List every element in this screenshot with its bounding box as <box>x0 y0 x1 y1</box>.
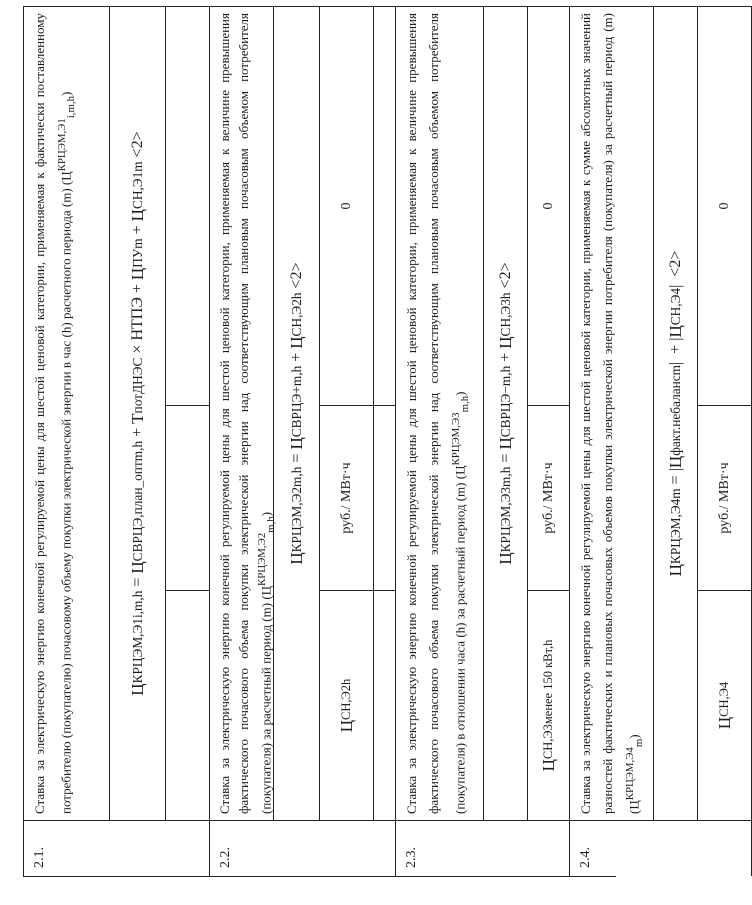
formula-2-2: Ц КРЦЭМ,Э2 m,h = Ц СВРЦЭ+ m,h + Ц СН,Э2 h <2> <box>274 6 320 820</box>
code-sup: СН,Э2 <box>339 684 353 720</box>
value-cell-2-2: 0 <box>320 6 374 405</box>
description-text: Ставка за электрическую энергию конечной регулируемой цены для шестой ценовой категории, применяемая к величине превышения фактического почасового объема покупки электрической энергии над соответствующим плановым почасовым объемом потребителя (покупателя) в отношении часа (h) за расчетный период (m) (Ц <box>404 13 468 814</box>
description-text: Ставка за электрическую энергию конечной регулируемой цены для шестой ценовой категории, применяемая к величине превышения фактического почасового объема покупки электрической энергии над соответствующим плановым почасовым объемом потребителя (покупателя) за расчетный период (m) (Ц <box>217 13 274 814</box>
empty-cell <box>374 405 396 590</box>
code-sup: СН,Э3 <box>541 724 555 760</box>
unit-cell-2-2: руб./ МВт·ч <box>320 405 374 590</box>
code-sup: СН,Э4 <box>717 681 731 717</box>
formula-sup: КРЦЭМ,Э1 <box>129 618 145 684</box>
code-cell-2-2 <box>320 590 374 820</box>
description-2-4 <box>570 6 654 820</box>
footnote-ref: <2> <box>666 250 684 277</box>
formula-symbol: Ц <box>495 437 515 450</box>
formula-symbol: Ц <box>127 267 147 281</box>
unit-cell-2-3: руб./ МВт·ч <box>528 405 570 590</box>
description-sup: КРЦЭМ,Э3 <box>450 412 462 466</box>
description-sup: КРЦЭМ,Э1 <box>56 118 68 172</box>
formula-sup: СН,Э4 <box>667 287 683 326</box>
formula-symbol: Ц <box>495 336 515 349</box>
rotated-page <box>23 7 734 877</box>
code-symbol: Ц <box>336 719 356 733</box>
footnote-ref: <2> <box>287 262 305 289</box>
description-sub: m <box>632 738 645 748</box>
description-sup: КРЦЭМ,Э2 <box>256 532 268 586</box>
formula-sub: m,h <box>497 466 513 487</box>
formula-sub: m <box>129 238 145 249</box>
formula-sup: СН,Э3 <box>497 299 513 337</box>
footnote-ref: <2> <box>496 262 514 289</box>
row-number-2-1: 2.1. <box>24 820 210 876</box>
code-cell-2-3 <box>528 590 570 820</box>
formula-symbol: Ц <box>286 336 306 349</box>
formula-text: × НТПЭ + <box>128 280 146 358</box>
description-text: Ставка за электрическую энергию конечной регулируемой цены для шестой ценовой категории, применяемая к сумме абсолютных значений разностей фактических и плановых почасовых объемов покупки электрической энергии потребителя (покупателя) за расчетный период (m) (Ц <box>578 13 642 814</box>
formula-sup: КРЦЭМ,Э3 <box>497 486 513 553</box>
row-number-2-3: 2.3. <box>396 820 570 876</box>
description-tail: ) <box>452 391 468 396</box>
description-2-3 <box>396 6 484 820</box>
description-sub: i,m,h <box>64 95 77 119</box>
formula-2-4: Ц КРЦЭМ,Э4 m = | Ц факт.небаланс m | + | Ц СН,Э4 | <2> <box>654 6 698 820</box>
formula-sup: КРЦЭМ,Э4 <box>667 498 683 565</box>
description-tail: ) <box>626 734 642 739</box>
formula-symbol: Ц <box>286 552 306 565</box>
empty-cell <box>374 6 396 405</box>
tariff-table <box>23 6 734 877</box>
formula-sup: ПУ <box>129 248 145 268</box>
description-2-1 <box>24 6 110 820</box>
code-sub: менее 150 кВт,h <box>541 639 555 725</box>
row-number-2-4: 2.4. <box>570 820 752 876</box>
formula-sub: i,m,h <box>129 590 145 619</box>
formula-sub: m <box>667 488 683 499</box>
code-cell-2-4 <box>698 590 752 820</box>
value-cell-2-4: 0 <box>698 6 752 405</box>
description-text: Ставка за электрическую энергию конечной регулируемой цены для шестой ценовой категории, применяемая к фактически поставленному потребителю (покупателю) почасовому объему покупки электрической энергии в час (h) расчетного периода (m) (Ц <box>32 13 74 814</box>
formula-sub: m,h <box>288 466 304 487</box>
formula-symbol: Ц <box>127 561 147 574</box>
formula-sub: m <box>667 364 683 376</box>
formula-symbol: Ц <box>127 683 147 696</box>
empty-cell <box>166 590 210 820</box>
formula-symbol: Ц <box>665 325 685 338</box>
footnote-ref: <2> <box>128 131 146 158</box>
formula-symbol: Т <box>127 413 147 424</box>
formula-sub: m <box>129 161 145 172</box>
description-tail: ) <box>258 511 274 517</box>
formula-sub: h <box>288 292 304 300</box>
formula-sup: КРЦЭМ,Э2 <box>288 486 304 553</box>
formula-symbol: Ц <box>127 209 147 222</box>
empty-cell <box>166 6 210 405</box>
formula-sup: СВРЦЭ,план_опт <box>129 461 145 562</box>
formula-sup: СН,Э2 <box>288 299 304 337</box>
formula-symbol: Ц <box>495 552 515 565</box>
code-sub: h <box>339 678 353 685</box>
formula-symbol: Ц <box>665 564 685 577</box>
formula-sup: СВРЦЭ− <box>497 386 513 438</box>
formula-symbol: Ц <box>665 455 685 469</box>
formula-2-3: Ц КРЦЭМ,Э3 m,h = Ц СВРЦЭ− m,h + Ц СН,Э3 h <2> <box>484 6 528 820</box>
code-symbol: Ц <box>538 759 558 772</box>
code-symbol: Ц <box>714 716 734 730</box>
formula-sub: h <box>497 292 513 300</box>
description-sub: m,h <box>458 395 471 413</box>
formula-sub: m,h <box>129 440 145 462</box>
formula-sup: СВРЦЭ+ <box>288 386 304 438</box>
empty-cell <box>166 405 210 590</box>
description-sup: КРЦЭМ,Э4 <box>624 747 636 801</box>
description-sub: m,h <box>264 516 277 533</box>
formula-sup: СН,Э1 <box>129 171 145 210</box>
empty-cell <box>374 590 396 820</box>
row-number-2-2: 2.2. <box>210 820 396 876</box>
unit-cell-2-4: руб./ МВт·ч <box>698 405 752 590</box>
description-tail: ) <box>58 91 74 96</box>
value-cell-2-3: 0 <box>528 6 570 405</box>
formula-sub: m,h <box>288 365 304 387</box>
formula-2-1: Ц КРЦЭМ,Э1 i,m,h = Ц СВРЦЭ,план_опт m,h + Т потДНЭС × НТПЭ + Ц ПУ m + Ц СН,Э1 m <2> <box>110 6 166 820</box>
description-2-2 <box>210 6 277 820</box>
formula-sub: m,h <box>497 365 513 387</box>
formula-sup: факт.небаланс <box>667 375 683 456</box>
formula-symbol: Ц <box>286 437 306 450</box>
formula-sup: потДНЭС <box>129 357 145 414</box>
